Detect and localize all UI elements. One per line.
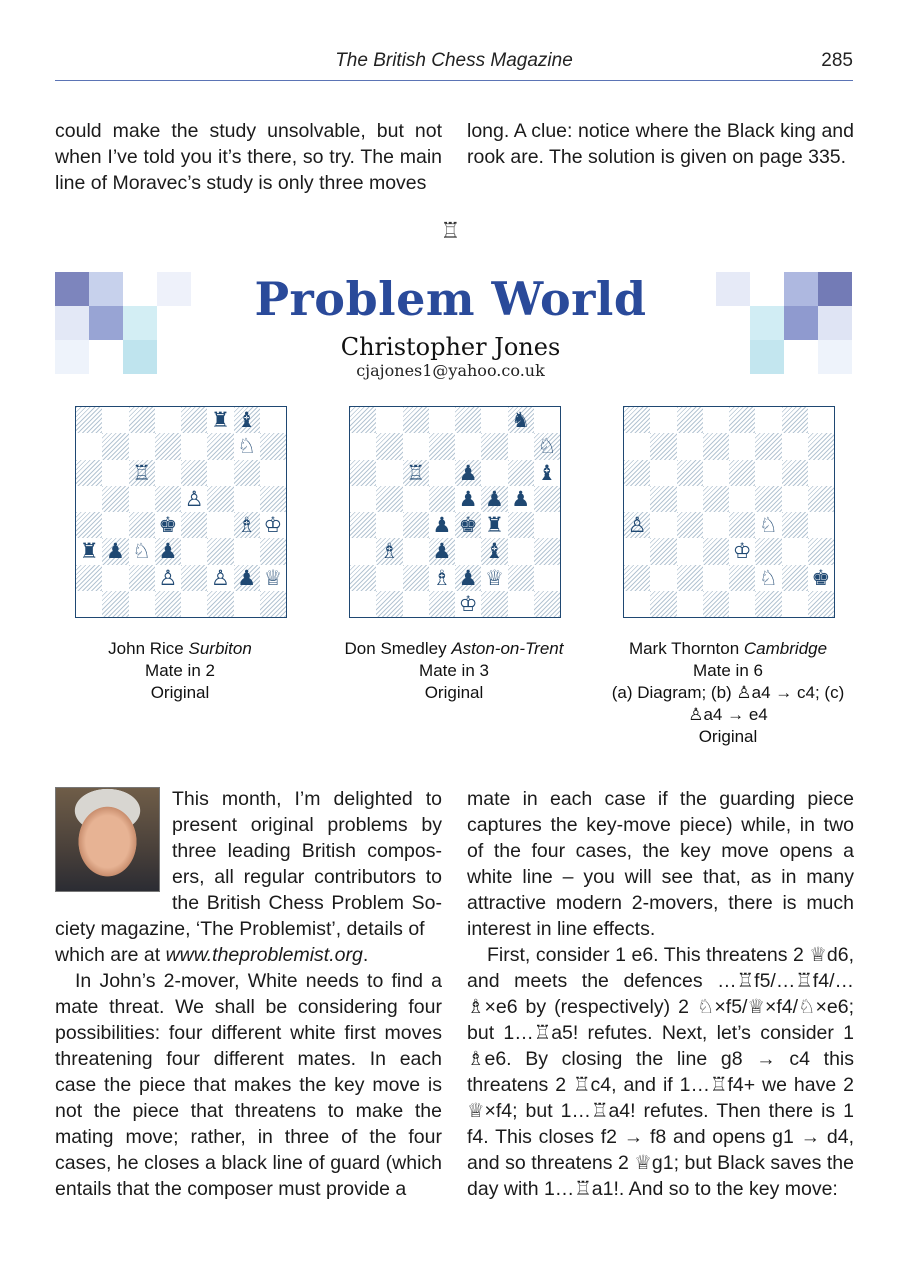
square-c1 [403,591,429,617]
square-f5 [481,486,507,512]
bottom-left-column [55,786,442,1202]
square-b5 [102,486,128,512]
square-f2 [755,565,781,591]
square-c4 [403,512,429,538]
square-h2 [260,565,286,591]
square-g7 [782,433,808,459]
square-h7 [534,433,560,459]
square-c7 [677,433,703,459]
square-c8 [677,407,703,433]
square-c6 [677,460,703,486]
square-a5 [350,486,376,512]
problemist-url: www.theproblemist.org [165,944,363,966]
square-g6 [234,460,260,486]
square-c6 [129,460,155,486]
square-f3 [481,538,507,564]
square-a8 [76,407,102,433]
square-f8 [481,407,507,433]
intro-line: three leading British compos- [172,840,442,862]
square-f3 [755,538,781,564]
chess-piece-icon: ♟ [511,486,531,511]
chess-piece-icon: ♖ [132,460,152,485]
page-number: 285 [821,50,853,71]
chess-diagram-2 [349,406,561,618]
composer-name: Mark Thornton [628,639,740,658]
square-b7 [650,433,676,459]
running-head [55,50,853,81]
square-c5 [129,486,155,512]
intro-line: This month, I’m delighted to [172,788,442,810]
square-g1 [782,591,808,617]
square-g4 [782,512,808,538]
square-h5 [534,486,560,512]
square-a7 [624,433,650,459]
square-b4 [650,512,676,538]
square-d8 [429,407,455,433]
chess-piece-icon: ♚ [811,565,831,590]
square-e1 [729,591,755,617]
square-g4 [234,512,260,538]
square-a3 [76,538,102,564]
square-c3 [403,538,429,564]
square-d6 [155,460,181,486]
square-c2 [677,565,703,591]
square-c1 [677,591,703,617]
square-a2 [624,565,650,591]
square-g3 [782,538,808,564]
square-d7 [429,433,455,459]
square-a1 [76,591,102,617]
square-h4 [260,512,286,538]
square-c8 [403,407,429,433]
square-f7 [207,433,233,459]
intro-line: present original problems by [172,814,442,836]
square-b4 [376,512,402,538]
square-d3 [703,538,729,564]
square-a4 [624,512,650,538]
composer-name: John Rice [108,639,184,658]
square-a1 [350,591,376,617]
chess-piece-icon: ♟ [105,539,125,564]
square-d2 [703,565,729,591]
square-c1 [129,591,155,617]
square-b1 [650,591,676,617]
square-b5 [376,486,402,512]
square-f5 [755,486,781,512]
square-a3 [624,538,650,564]
square-d3 [429,538,455,564]
chess-piece-icon: ♘ [758,565,778,590]
square-a7 [76,433,102,459]
square-d6 [703,460,729,486]
chess-diagram-1 [75,406,287,618]
square-b8 [102,407,128,433]
square-f1 [481,591,507,617]
rook-separator-icon: ♖ [440,219,461,244]
square-b5 [650,486,676,512]
square-e8 [455,407,481,433]
square-a6 [76,460,102,486]
square-c4 [129,512,155,538]
top-right-column [467,118,854,170]
square-h3 [808,538,834,564]
chess-piece-icon: ♙ [184,486,204,511]
square-c5 [677,486,703,512]
square-c7 [129,433,155,459]
square-g5 [234,486,260,512]
author-email: cjajones1@yahoo.co.uk [356,361,545,380]
chess-piece-icon: ♗ [237,513,257,537]
square-a8 [350,407,376,433]
square-b6 [376,460,402,486]
square-c4 [677,512,703,538]
square-f6 [481,460,507,486]
square-b3 [376,538,402,564]
square-g8 [782,407,808,433]
square-g6 [782,460,808,486]
paragraph: In John’s 2-mover, White needs to find a mate threat. We shall be considering four possibilities: four different white first moves threatening four different mates. In each case the piece that makes the key move is not the piece that threatens to make the mating move; rather, in three of the four cases, he closes a black line of guard (which entails that the composer must provide a [55,970,442,1200]
intro-paragraph: This month, I’m delighted to present original problems by three leading British compos- ers, all regular contributors to the British Chess Problem So- ciety magazine, ‘The Problemist’, details of which are at www.theproblemist.org. [55,788,442,966]
square-d8 [703,407,729,433]
square-e5 [455,486,481,512]
square-e3 [729,538,755,564]
square-h2 [534,565,560,591]
square-f7 [481,433,507,459]
square-f2 [207,565,233,591]
chess-piece-icon: ♕ [263,565,283,590]
status: Original [424,683,484,702]
square-f3 [207,538,233,564]
paragraph: could make the study unsolvable, but not when I’ve told you it’s there, so try. The main line of Moravec’s study is only three moves [55,120,442,194]
square-f4 [481,512,507,538]
square-b4 [102,512,128,538]
composer-place: Cambridge [743,639,828,658]
square-f8 [207,407,233,433]
stipulation: Mate in 6 [693,661,763,680]
square-h7 [808,433,834,459]
square-e7 [729,433,755,459]
composer-place: Surbiton [188,639,252,658]
chess-piece-icon: ♚ [158,513,178,537]
chess-piece-icon: ♙ [210,565,230,590]
square-e1 [181,591,207,617]
chess-piece-icon: ♟ [432,539,452,564]
status: Original [150,683,210,702]
square-f1 [207,591,233,617]
chess-piece-icon: ♝ [484,539,504,564]
square-f1 [755,591,781,617]
intro-line: ers, all regular contributors to [172,866,442,888]
square-g2 [234,565,260,591]
square-g7 [508,433,534,459]
square-f4 [755,512,781,538]
square-h7 [260,433,286,459]
chess-piece-icon: ♟ [458,565,478,590]
square-b7 [376,433,402,459]
square-a8 [624,407,650,433]
square-h3 [534,538,560,564]
square-d4 [155,512,181,538]
square-f8 [755,407,781,433]
chess-piece-icon: ♘ [132,539,152,564]
square-a7 [350,433,376,459]
square-d7 [703,433,729,459]
square-g3 [508,538,534,564]
square-e7 [455,433,481,459]
square-a2 [76,565,102,591]
square-e6 [729,460,755,486]
square-a4 [350,512,376,538]
diagram-caption-2 [329,638,579,704]
square-f6 [207,460,233,486]
square-h6 [534,460,560,486]
square-g8 [508,407,534,433]
square-a6 [350,460,376,486]
square-e6 [181,460,207,486]
square-b3 [650,538,676,564]
paragraph: long. A clue: notice where the Black king and rook are. The solution is given on page 335. [467,120,854,168]
square-e6 [455,460,481,486]
square-h1 [808,591,834,617]
square-b3 [102,538,128,564]
square-d5 [429,486,455,512]
square-f7 [755,433,781,459]
chess-piece-icon: ♟ [458,486,478,511]
square-d4 [429,512,455,538]
square-d4 [703,512,729,538]
chess-piece-icon: ♟ [458,460,478,485]
author-name: Christopher Jones [340,333,561,361]
magazine-title: The British Chess Magazine [335,50,573,71]
square-e3 [181,538,207,564]
square-e2 [729,565,755,591]
square-e4 [455,512,481,538]
square-h6 [260,460,286,486]
square-h8 [260,407,286,433]
square-c8 [129,407,155,433]
square-e2 [455,565,481,591]
chess-piece-icon: ♞ [511,408,531,432]
square-e5 [181,486,207,512]
square-c2 [129,565,155,591]
square-a6 [624,460,650,486]
square-c3 [129,538,155,564]
square-c6 [403,460,429,486]
chess-piece-icon: ♘ [237,434,257,459]
chess-piece-icon: ♜ [484,513,504,537]
square-d3 [155,538,181,564]
square-g1 [234,591,260,617]
square-b7 [102,433,128,459]
square-e1 [455,591,481,617]
square-e7 [181,433,207,459]
square-h5 [260,486,286,512]
chess-diagram-3 [623,406,835,618]
square-e4 [181,512,207,538]
chess-piece-icon: ♘ [758,513,778,537]
square-h4 [534,512,560,538]
square-b1 [102,591,128,617]
chess-piece-icon: ♕ [484,565,504,590]
square-h1 [534,591,560,617]
square-a4 [76,512,102,538]
square-d8 [155,407,181,433]
square-f2 [481,565,507,591]
square-e8 [181,407,207,433]
square-g4 [508,512,534,538]
chess-piece-icon: ♗ [432,565,452,590]
square-d5 [703,486,729,512]
square-d7 [155,433,181,459]
stipulation: Mate in 2 [145,661,215,680]
chess-piece-icon: ♜ [79,539,99,564]
twins: (a) Diagram; (b) ♙a4 → c4; (c) ♙a4 → e4 [611,683,845,724]
square-h3 [260,538,286,564]
bottom-right-column [467,786,854,1202]
square-e5 [729,486,755,512]
square-a3 [350,538,376,564]
square-e4 [729,512,755,538]
square-b8 [650,407,676,433]
square-g1 [508,591,534,617]
chess-piece-icon: ♝ [537,460,557,485]
square-b8 [376,407,402,433]
chess-piece-icon: ♔ [732,539,752,564]
square-d2 [155,565,181,591]
status: Original [698,727,758,746]
chess-piece-icon: ♔ [458,591,478,616]
square-c5 [403,486,429,512]
square-g8 [234,407,260,433]
chess-piece-icon: ♙ [158,565,178,590]
chess-piece-icon: ♗ [379,539,399,564]
square-c2 [403,565,429,591]
chess-piece-icon: ♟ [432,513,452,537]
chess-piece-icon: ♝ [237,408,257,432]
square-d6 [429,460,455,486]
square-h8 [808,407,834,433]
paragraph: First, consider 1 e6. This threatens 2 ♕d6, and meets the defences …♖f5/…♖f4/…♗×e6 by (respectively) 2 ♘×f5/♕×f4/♘×e6; but 1…♖a5! refutes. Next, let’s consider 1 ♗e6. By closing the line g8 → c4 this threatens 2 ♖c4, and if 1…♖f4+ we have 2 ♕×f4; but 1…♖a4! refutes. Then there is 1 f4. This closes f2 → f8 and opens g1 → d4, and so threatens 2 ♕g1; but Black saves the day with 1…♖a1!. And so to the key move: [467,944,854,1200]
square-g6 [508,460,534,486]
square-g5 [508,486,534,512]
square-b2 [102,565,128,591]
paragraph: mate in each case if the guarding piece captures the key-move piece) while, in two of the four cases, the key move opens a white line – you will see that, as in many attractive modern 2-movers, there is much interest in line effects. [467,788,854,940]
chess-piece-icon: ♖ [406,460,426,485]
square-g3 [234,538,260,564]
square-h4 [808,512,834,538]
composer-name: Don Smedley [344,639,447,658]
square-h5 [808,486,834,512]
diagram-caption-3 [603,638,853,748]
stipulation: Mate in 3 [419,661,489,680]
chess-piece-icon: ♜ [210,408,230,432]
square-a2 [350,565,376,591]
square-e8 [729,407,755,433]
square-d1 [429,591,455,617]
square-b6 [102,460,128,486]
square-g2 [508,565,534,591]
chess-piece-icon: ♟ [484,486,504,511]
chess-piece-icon: ♔ [263,513,283,537]
square-a1 [624,591,650,617]
square-b6 [650,460,676,486]
square-b2 [376,565,402,591]
chess-piece-icon: ♟ [237,565,257,590]
intro-line: the British Chess Problem So- [172,892,442,914]
square-d5 [155,486,181,512]
square-f4 [207,512,233,538]
square-a5 [624,486,650,512]
square-d1 [155,591,181,617]
square-g7 [234,433,260,459]
square-h6 [808,460,834,486]
square-c3 [677,538,703,564]
intro-text: ciety magazine, ‘The Problemist’, details of which are at [55,918,425,966]
diagram-caption-1 [55,638,305,704]
square-e3 [455,538,481,564]
chess-piece-icon: ♙ [627,513,647,537]
square-b2 [650,565,676,591]
square-g2 [782,565,808,591]
square-c7 [403,433,429,459]
chess-piece-icon: ♚ [458,513,478,537]
square-h1 [260,591,286,617]
square-f5 [207,486,233,512]
square-g5 [782,486,808,512]
square-h2 [808,565,834,591]
top-left-column [55,118,442,196]
chess-piece-icon: ♘ [537,434,557,459]
square-d2 [429,565,455,591]
square-b1 [376,591,402,617]
square-d1 [703,591,729,617]
square-a5 [76,486,102,512]
square-f6 [755,460,781,486]
composer-place: Aston-on-Trent [451,639,564,658]
square-e2 [181,565,207,591]
section-title: Problem World [254,272,647,326]
square-h8 [534,407,560,433]
chess-piece-icon: ♟ [158,539,178,564]
